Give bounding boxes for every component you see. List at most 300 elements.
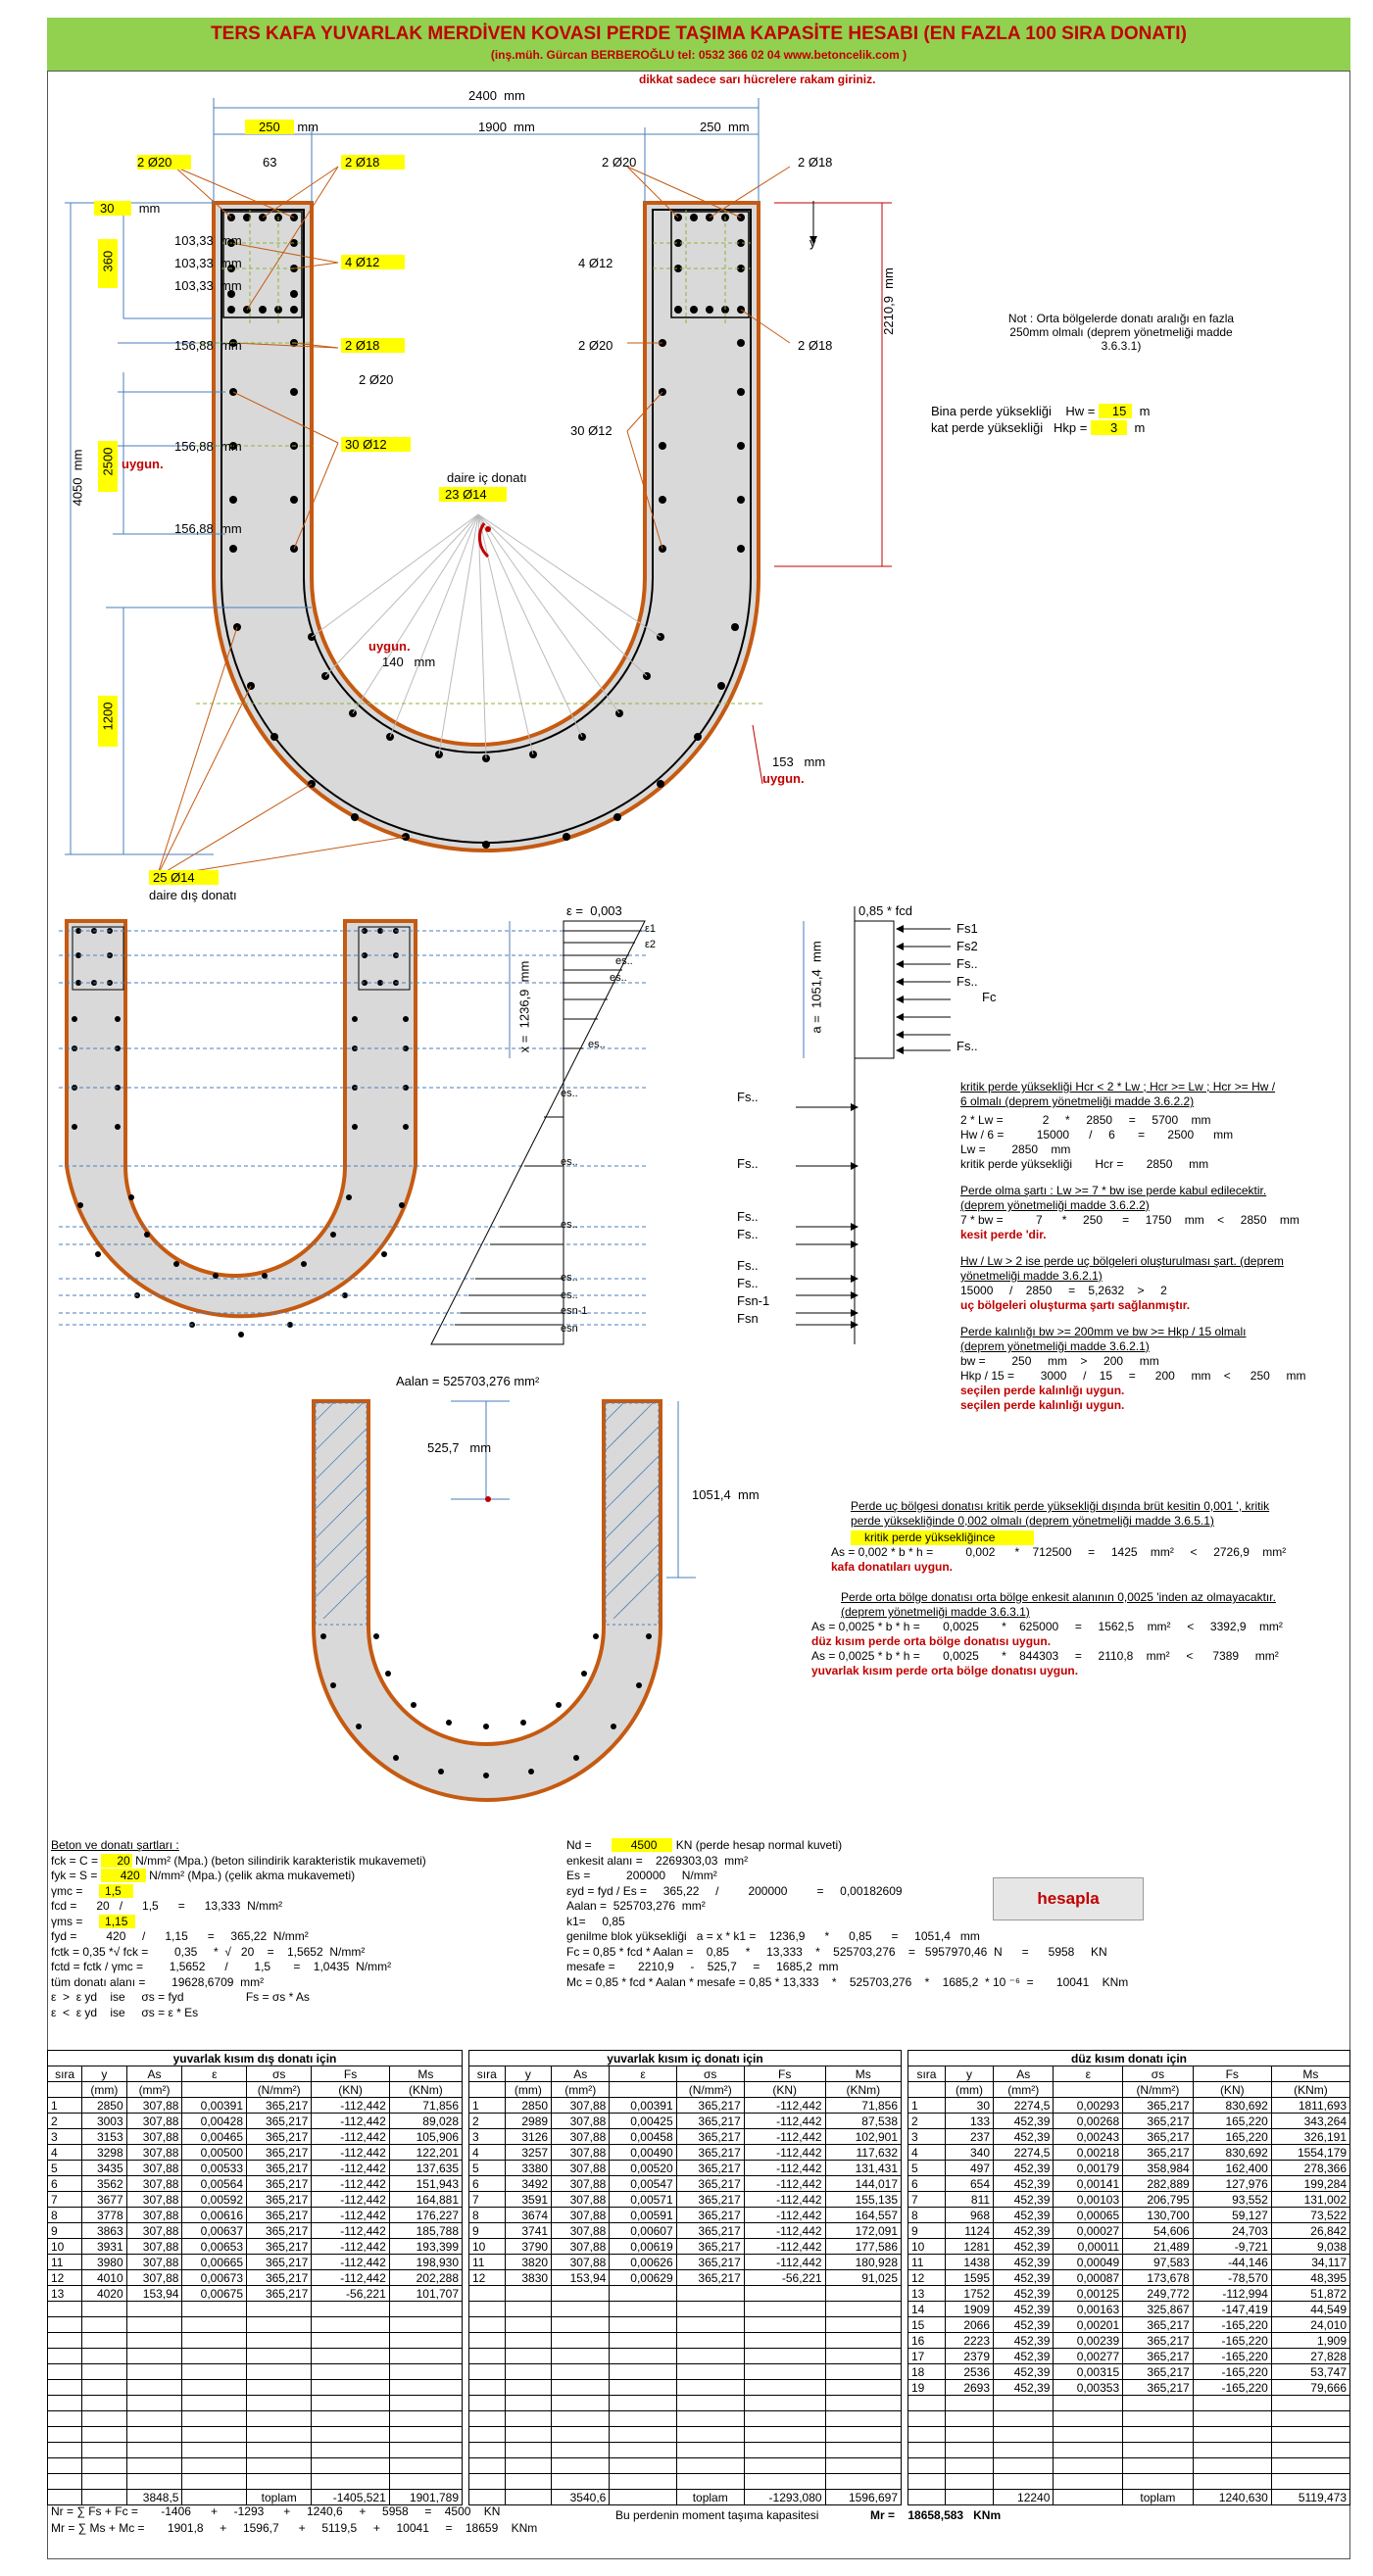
table-cell: 0,00626 [610, 2255, 676, 2270]
table-cell: 153,94 [552, 2270, 610, 2286]
table-cell: 131,431 [825, 2161, 901, 2176]
table-cell [505, 2349, 551, 2364]
table-cell: 176,227 [389, 2208, 462, 2223]
table-cell [312, 2349, 389, 2364]
table-cell: 3830 [505, 2270, 551, 2286]
table-row [48, 2317, 463, 2333]
table-row [469, 2239, 902, 2255]
table-cell: 365,217 [1123, 2098, 1194, 2114]
checks-block-2: Perde uç bölgesi donatısı kritik perde yüksekliği dışında brüt kesitin 0,001 ', kritik perde yüksekliğinde 0,002 olmalı (deprem yönetmeliği madde 3.6.5.1) kritik perde yüksekliğince As = 0,002 * b * h = 0,002 * 712500 = 1425 mm² < 2726,9 mm² kafa donatıları uygun. Perde orta bölge donatısı orta bölge enkesit alanının 0,0025 'inden az olmayacaktır. (deprem yönetmeliği madde 3.6.3.1) As = 0,0025 * b * h = 0,0025 * 625000 = 1562,5 mm² < 3392,9 mm² düz kısım perde orta bölge donatısı uygun. As = 0,0025 * b * h = 0,0025 * 844303 = 2110,8 mm² < 7389 mm² yuvarlak kısım perde orta bölge donatısı uygun. [811, 1499, 1287, 1677]
table-cell: 165,220 [1193, 2114, 1271, 2129]
total-ms: 1901,789 [389, 2490, 462, 2505]
table-cell: 365,217 [1123, 2114, 1194, 2129]
table-cell [610, 2364, 676, 2380]
table-cell: 0,00458 [610, 2129, 676, 2145]
table-cell: 12 [908, 2270, 946, 2286]
table-cell [469, 2333, 506, 2349]
table-cell [247, 2349, 312, 2364]
table-cell [676, 2380, 744, 2396]
table-row [48, 2458, 463, 2474]
table-row [469, 2270, 902, 2286]
table-cell [389, 2302, 462, 2317]
spacing-4: 156,88 mm [174, 338, 242, 353]
table-cell [48, 2443, 82, 2458]
table-cell: 452,39 [994, 2286, 1054, 2302]
table-cell: 151,943 [389, 2176, 462, 2192]
table-cell: 9,038 [1271, 2239, 1349, 2255]
kat-height: kat perde yüksekliği Hkp = 3 m [931, 420, 1146, 435]
fs-d: Fs.. [737, 1090, 759, 1104]
table-cell [126, 2317, 182, 2333]
table-cell: 1,909 [1271, 2333, 1349, 2349]
table-cell [126, 2349, 182, 2364]
es-4: es.. [561, 1088, 578, 1099]
table-cell: 48,395 [1271, 2270, 1349, 2286]
table-cell: 0,00533 [182, 2161, 247, 2176]
table-cell: 340 [945, 2145, 993, 2161]
table-cell: 307,88 [126, 2161, 182, 2176]
table-row [48, 2129, 463, 2145]
table-cell [82, 2396, 127, 2411]
table-cell: 202,288 [389, 2270, 462, 2286]
table-cell: 11 [48, 2255, 82, 2270]
table-cell [505, 2427, 551, 2443]
es-8: es.. [561, 1289, 578, 1301]
table-row [48, 2380, 463, 2396]
table-row [908, 2098, 1350, 2114]
table-cell: 968 [945, 2208, 993, 2223]
bar-2d20-b: 2 Ø20 [602, 155, 637, 170]
table-cell: 51,872 [1271, 2286, 1349, 2302]
table-cell: 4020 [82, 2286, 127, 2302]
table-cell: 1438 [945, 2255, 993, 2270]
compression-u-section [314, 1401, 661, 1800]
table-cell: 2066 [945, 2317, 993, 2333]
table-cell [126, 2427, 182, 2443]
table-row [908, 2364, 1350, 2380]
table-cell: 3492 [505, 2176, 551, 2192]
table-cell: -112,442 [312, 2208, 389, 2223]
column-header: y [82, 2066, 127, 2082]
dim-4050: 4050 mm [70, 449, 85, 507]
table-cell: 0,00571 [610, 2192, 676, 2208]
table-cell: -112,442 [312, 2161, 389, 2176]
table-row [48, 2270, 463, 2286]
table-cell [676, 2396, 744, 2411]
table-cell [552, 2396, 610, 2411]
table-row [48, 2349, 463, 2364]
centroid-mark [485, 1496, 491, 1502]
plan-red-dims [753, 203, 892, 784]
table-cell [182, 2474, 247, 2490]
table-cell: 307,88 [552, 2239, 610, 2255]
dim-153: 153 mm [772, 754, 826, 769]
table-cell: 0,00637 [182, 2223, 247, 2239]
table-cell [744, 2349, 825, 2364]
table-cell: 282,889 [1123, 2176, 1194, 2192]
table-cell [552, 2302, 610, 2317]
table-cell: 365,217 [1123, 2349, 1194, 2364]
table-cell: 3 [908, 2129, 946, 2145]
table-cell [312, 2396, 389, 2411]
column-unit: (KNm) [389, 2082, 462, 2098]
table-cell: 365,217 [247, 2192, 312, 2208]
table-cell: 0,00564 [182, 2176, 247, 2192]
table-cell [552, 2317, 610, 2333]
table-cell [676, 2364, 744, 2380]
table-title: düz kısım donatı için [908, 2051, 1350, 2066]
table-cell [994, 2474, 1054, 2490]
table-cell: 5 [48, 2161, 82, 2176]
table-cell: 365,217 [1123, 2380, 1194, 2396]
table-cell [744, 2364, 825, 2380]
table-cell [945, 2443, 993, 2458]
table-cell: 452,39 [994, 2161, 1054, 2176]
table-cell: 2274,5 [994, 2098, 1054, 2114]
uygun-3: uygun. [762, 771, 805, 786]
table-row [908, 2176, 1350, 2192]
total-ms: 1596,697 [825, 2490, 901, 2505]
bar-4d12-a[interactable]: 4 Ø12 [341, 255, 405, 269]
table-cell [48, 2333, 82, 2349]
center-mark [485, 526, 491, 532]
dim-140: 140 mm [382, 655, 436, 669]
table-cell [825, 2474, 901, 2490]
table-row [469, 2192, 902, 2208]
table-cell: -112,442 [744, 2176, 825, 2192]
table-cell: 0,00547 [610, 2176, 676, 2192]
cover-30[interactable]: 30 mm [94, 201, 160, 216]
dim-2500-cell[interactable]: 2500 [98, 441, 118, 492]
table-cell [552, 2411, 610, 2427]
column-header: σs [1123, 2066, 1194, 2082]
table-cell: 307,88 [126, 2270, 182, 2286]
table-cell [182, 2411, 247, 2427]
table-cell [247, 2333, 312, 2349]
table-cell: 8 [48, 2208, 82, 2223]
table-cell: 30 [945, 2098, 993, 2114]
table-cell: 71,856 [389, 2098, 462, 2114]
table-cell: -165,220 [1193, 2333, 1271, 2349]
table-cell: 2850 [505, 2098, 551, 2114]
table-cell [994, 2396, 1054, 2411]
table-cell: 71,856 [825, 2098, 901, 2114]
table-cell: 0,00591 [610, 2208, 676, 2223]
fs2: Fs2 [956, 939, 978, 953]
table-cell: 87,538 [825, 2114, 901, 2129]
table-cell: 198,930 [389, 2255, 462, 2270]
table-cell [610, 2317, 676, 2333]
table-cell: 3980 [82, 2255, 127, 2270]
table-cell: 34,117 [1271, 2255, 1349, 2270]
table-row [469, 2317, 902, 2333]
table-cell: 3153 [82, 2129, 127, 2145]
column-unit: (N/mm²) [247, 2082, 312, 2098]
table-cell: 365,217 [676, 2145, 744, 2161]
table-cell: 0,00353 [1054, 2380, 1123, 2396]
table-cell [676, 2286, 744, 2302]
column-header: ε [1054, 2066, 1123, 2082]
table-row [908, 2302, 1350, 2317]
table-row [48, 2255, 463, 2270]
table-cell: 13 [908, 2286, 946, 2302]
table-cell [505, 2286, 551, 2302]
table-cell [182, 2396, 247, 2411]
bar-2d18-d: 2 Ø18 [798, 338, 833, 353]
dim-250-input[interactable]: 250 mm [245, 120, 319, 134]
dim-360-cell[interactable]: 360 [98, 239, 118, 288]
table-cell: 93,552 [1193, 2192, 1271, 2208]
table-cell [469, 2286, 506, 2302]
inner-bar-count[interactable]: 23 Ø14 [439, 487, 507, 502]
table-cell [676, 2427, 744, 2443]
table-cell [994, 2458, 1054, 2474]
table-cell: 2693 [945, 2380, 993, 2396]
table-cell [389, 2427, 462, 2443]
table-cell [126, 2364, 182, 2380]
table-cell: 452,39 [994, 2333, 1054, 2349]
table-cell: 2223 [945, 2333, 993, 2349]
table-cell [182, 2443, 247, 2458]
table-cell [505, 2396, 551, 2411]
table-cell: -112,442 [744, 2114, 825, 2129]
table-cell: 44,549 [1271, 2302, 1349, 2317]
table-row [469, 2396, 902, 2411]
table-cell [182, 2349, 247, 2364]
table-cell [552, 2364, 610, 2380]
table-cell [182, 2333, 247, 2349]
table-cell: 452,39 [994, 2239, 1054, 2255]
table-cell: 0,00607 [610, 2223, 676, 2239]
table-cell [126, 2380, 182, 2396]
table-cell: 3435 [82, 2161, 127, 2176]
table-cell: 830,692 [1193, 2098, 1271, 2114]
table-cell: 3790 [505, 2239, 551, 2255]
table-cell [48, 2349, 82, 2364]
table-cell [1271, 2474, 1349, 2490]
table-cell: 7 [908, 2192, 946, 2208]
table-cell: -112,442 [312, 2192, 389, 2208]
table-row [469, 2443, 902, 2458]
table-cell [1054, 2443, 1123, 2458]
table-cell: 365,217 [247, 2239, 312, 2255]
column-header: σs [676, 2066, 744, 2082]
table-cell [945, 2458, 993, 2474]
table-cell [676, 2411, 744, 2427]
table-cell: -112,442 [312, 2239, 389, 2255]
dim-1200-cell[interactable]: 1200 [98, 696, 118, 747]
dim-1900: 1900 mm [478, 120, 535, 134]
page-title: TERS KAFA YUVARLAK MERDİVEN KOVASI PERDE TAŞIMA KAPASİTE HESABI (EN FAZLA 100 SIRA DONATI) [211, 24, 1187, 44]
table-cell [312, 2427, 389, 2443]
column-unit: (mm²) [994, 2082, 1054, 2098]
table-cell: 79,666 [1271, 2380, 1349, 2396]
table-cell: 7 [48, 2192, 82, 2208]
column-header: ε [610, 2066, 676, 2082]
table-straight-bars [907, 2050, 1350, 2505]
table-row [48, 2302, 463, 2317]
table-cell [825, 2333, 901, 2349]
table-row [469, 2411, 902, 2427]
table-title: yuvarlak kısım dış donatı için [48, 2051, 463, 2066]
table-cell: 133 [945, 2114, 993, 2129]
table-row [908, 2270, 1350, 2286]
table-cell [389, 2317, 462, 2333]
table-cell: 3863 [82, 2223, 127, 2239]
table-cell: 3674 [505, 2208, 551, 2223]
table-cell: 122,201 [389, 2145, 462, 2161]
table-cell: 278,366 [1271, 2161, 1349, 2176]
table-cell [825, 2302, 901, 2317]
column-unit: (N/mm²) [676, 2082, 744, 2098]
table-cell: 365,217 [247, 2161, 312, 2176]
table-cell [82, 2411, 127, 2427]
total-as: 12240 [994, 2490, 1054, 2505]
table-cell: -112,442 [744, 2161, 825, 2176]
table-cell: -147,419 [1193, 2302, 1271, 2317]
table-cell [552, 2333, 610, 2349]
table-cell: 0,00500 [182, 2145, 247, 2161]
bar-2d18-c[interactable]: 2 Ø18 [341, 338, 405, 353]
dim-2400: 2400 mm [468, 88, 525, 103]
table-cell [1054, 2458, 1123, 2474]
table-cell [945, 2411, 993, 2427]
table-cell: 307,88 [552, 2114, 610, 2129]
table-cell [126, 2333, 182, 2349]
column-header: Ms [825, 2066, 901, 2082]
table-cell: 8 [908, 2208, 946, 2223]
bar-30d12-a[interactable]: 30 Ø12 [341, 437, 411, 452]
spacing-2: 103,33 mm [174, 256, 242, 270]
table-cell: 365,217 [247, 2208, 312, 2223]
column-unit: (mm²) [126, 2082, 182, 2098]
table-cell [48, 2317, 82, 2333]
table-cell [182, 2317, 247, 2333]
bar-2d18-a[interactable]: 2 Ø18 [341, 155, 405, 170]
outer-bar-count[interactable]: 25 Ø14 [149, 870, 219, 885]
table-row [469, 2161, 902, 2176]
column-unit [1054, 2082, 1123, 2098]
inner-bar-label: daire iç donatı [447, 470, 527, 485]
bar-2d20-d: 2 Ø20 [578, 338, 613, 353]
table-cell [610, 2458, 676, 2474]
fs-f: Fs.. [737, 1209, 759, 1224]
table-row [469, 2286, 902, 2302]
hesapla-button[interactable]: hesapla [993, 1877, 1144, 1920]
table-cell [82, 2380, 127, 2396]
column-unit [48, 2082, 82, 2098]
table-cell [994, 2443, 1054, 2458]
table-row [469, 2129, 902, 2145]
bar-2d20-a: 2 Ø20 [137, 155, 191, 170]
table-cell: -165,220 [1193, 2317, 1271, 2333]
column-unit [610, 2082, 676, 2098]
table-cell: -56,221 [312, 2286, 389, 2302]
table-cell [1193, 2458, 1271, 2474]
capacity-label: Bu perdenin moment taşıma kapasitesi [615, 2508, 819, 2522]
table-cell [825, 2443, 901, 2458]
table-cell: 0,00675 [182, 2286, 247, 2302]
table-cell: 452,39 [994, 2114, 1054, 2129]
table-row [469, 2302, 902, 2317]
calc-block: Nd = 4500 KN (perde hesap normal kuveti) enkesit alanı = 2269303,03 mm² Es = 200000 N/mm² εyd = fyd / Es = 365,22 / 200000 = 0,00182609 Aalan = 525703,276 mm² k1= 0,85 genilme blok yüksekliği a = x * k1 = 1236,9 * 0,85 = 1051,4 mm Fc = 0,85 * fcd * Aalan = 0,85 * 13,333 * 525703,276 = 5957970,46 N = 5958 KN mesafe = 2210,9 - 525,7 = 1685,2 mm Mc = 0,85 * fcd * Aalan * mesafe = 0,85 * 13,333 * 525703,276 * 1685,2 * 10 ⁻⁶ = 10041 KNm [566, 1838, 1129, 1989]
spacing-5: 156,88 mm [174, 439, 242, 454]
table-cell [1054, 2490, 1123, 2505]
table-cell [469, 2364, 506, 2380]
table-cell: 365,217 [676, 2239, 744, 2255]
table-cell [744, 2380, 825, 2396]
table-cell [469, 2490, 506, 2505]
table-cell: -112,442 [744, 2098, 825, 2114]
spacing-3: 103,33 mm [174, 278, 242, 293]
fs-g: Fs.. [737, 1227, 759, 1241]
table-cell [469, 2443, 506, 2458]
table-row [908, 2239, 1350, 2255]
fs-c: Fs.. [956, 1039, 978, 1053]
table-cell: 0,00616 [182, 2208, 247, 2223]
mr-result: Mr = 18658,583 KNm [870, 2508, 1002, 2522]
table-cell: 173,678 [1123, 2270, 1194, 2286]
bina-height: Bina perde yüksekliği Hw = 15 m [931, 404, 1151, 418]
es-3: es.. [588, 1039, 606, 1050]
table-cell: -112,442 [744, 2192, 825, 2208]
table-cell: 127,976 [1193, 2176, 1271, 2192]
table-row [469, 2458, 902, 2474]
table-cell: 14 [908, 2302, 946, 2317]
table-cell [744, 2474, 825, 2490]
table-cell [945, 2396, 993, 2411]
table-cell [825, 2364, 901, 2380]
table-cell [1271, 2443, 1349, 2458]
bar-63: 63 [263, 155, 277, 170]
table-cell: 0,00268 [1054, 2114, 1123, 2129]
table-cell: 0,00065 [1054, 2208, 1123, 2223]
es-6: es.. [561, 1219, 578, 1231]
table-cell [126, 2302, 182, 2317]
table-cell: 162,400 [1193, 2161, 1271, 2176]
table-cell: -112,442 [744, 2208, 825, 2223]
table-cell: -112,442 [744, 2255, 825, 2270]
table-cell: 307,88 [126, 2145, 182, 2161]
nr-sum: Nr = ∑ Fs + Fc = -1406 + -1293 + 1240,6 + 5958 = 4500 KN [51, 2504, 501, 2518]
column-header: ε [182, 2066, 247, 2082]
fs-e: Fs.. [737, 1156, 759, 1171]
table-cell: 0,00629 [610, 2270, 676, 2286]
table-row [469, 2114, 902, 2129]
table-cell [676, 2349, 744, 2364]
table-cell [908, 2490, 946, 2505]
table-cell [48, 2490, 82, 2505]
table-cell [247, 2317, 312, 2333]
table-cell: 12 [469, 2270, 506, 2286]
table-cell: 3257 [505, 2145, 551, 2161]
table-cell: 307,88 [552, 2223, 610, 2239]
table-cell [825, 2427, 901, 2443]
table-cell: -112,442 [312, 2098, 389, 2114]
table-cell: 0,00277 [1054, 2349, 1123, 2364]
fs1: Fs1 [956, 921, 978, 936]
column-header: y [505, 2066, 551, 2082]
table-cell: 365,217 [676, 2176, 744, 2192]
column-header: Ms [389, 2066, 462, 2082]
table-cell: 6 [469, 2176, 506, 2192]
table-cell: 452,39 [994, 2349, 1054, 2364]
table-cell [610, 2302, 676, 2317]
table-cell [182, 2458, 247, 2474]
table-cell: 2 [469, 2114, 506, 2129]
table-cell: 2 [908, 2114, 946, 2129]
table-cell: 365,217 [676, 2270, 744, 2286]
